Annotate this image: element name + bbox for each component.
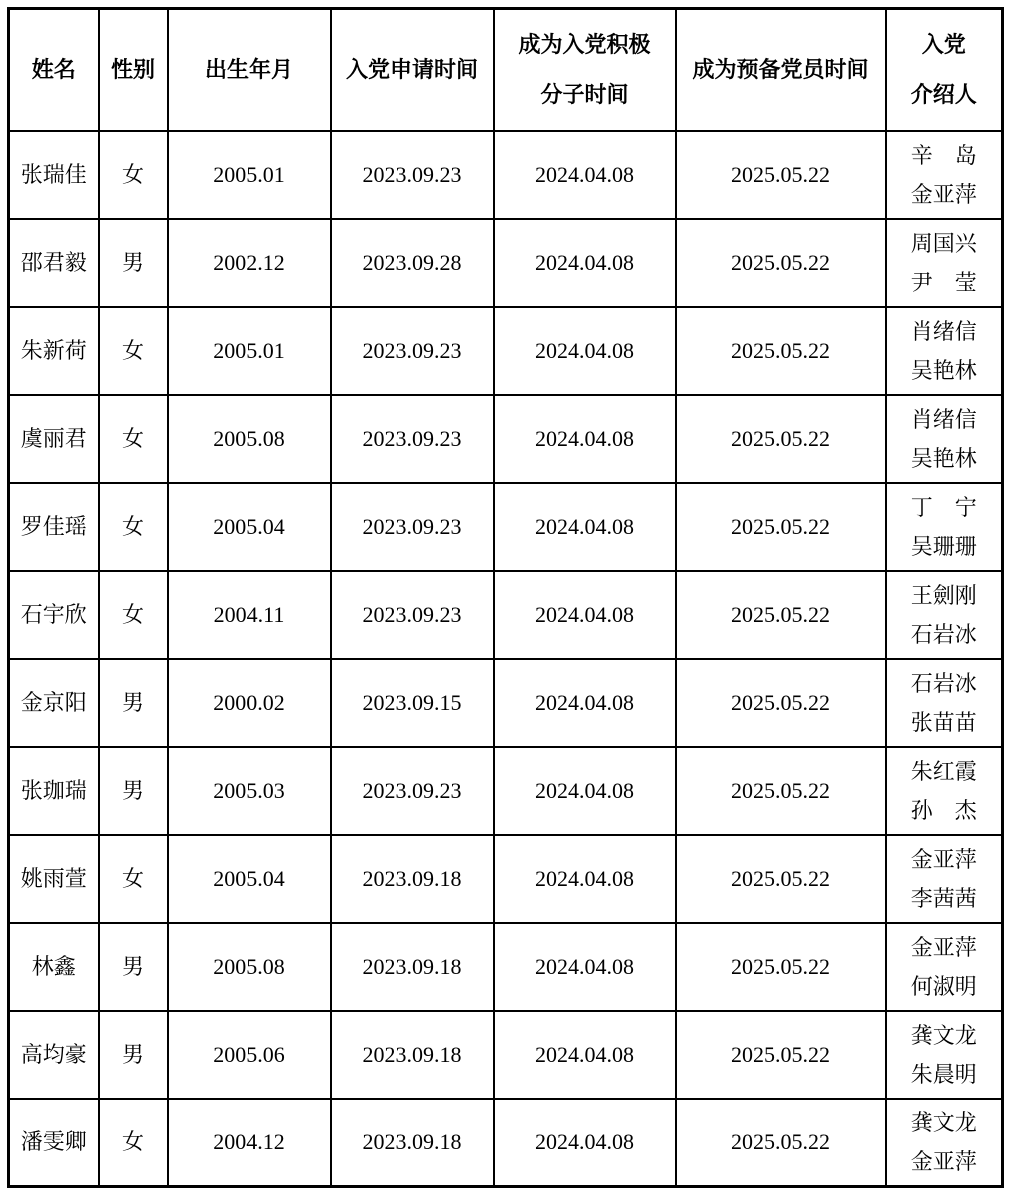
cell-name — [9, 571, 99, 659]
cell-activist — [494, 571, 676, 659]
column-header-gender — [99, 9, 168, 131]
cell-name — [9, 1011, 99, 1099]
cell-apply — [331, 923, 494, 1011]
table-header — [9, 9, 1003, 131]
cell-gender — [99, 483, 168, 571]
cell-probationary-value: 2025.05.22 — [731, 1041, 830, 1067]
column-header-name — [9, 9, 99, 131]
cell-birth — [168, 1099, 331, 1187]
header-row — [9, 9, 1003, 131]
cell-gender-value: 女 — [121, 865, 144, 891]
cell-birth-value: 2005.01 — [213, 337, 285, 363]
table-row — [9, 923, 1003, 1011]
introducer-name: 丁 宁 — [910, 494, 977, 520]
cell-gender-value: 男 — [121, 249, 144, 275]
column-header-introducer-line: 入党 — [921, 31, 966, 57]
cell-gender — [99, 219, 168, 307]
cell-gender-value: 女 — [121, 161, 144, 187]
cell-apply — [331, 1099, 494, 1187]
cell-name-value: 张瑞佳 — [20, 161, 87, 187]
cell-probationary — [676, 307, 886, 395]
cell-gender-value: 男 — [121, 689, 144, 715]
cell-apply-value: 2023.09.23 — [362, 425, 462, 451]
cell-probationary — [676, 131, 886, 219]
cell-birth — [168, 659, 331, 747]
introducer-name: 金亚萍 — [910, 934, 977, 960]
cell-birth — [168, 307, 331, 395]
cell-activist — [494, 1099, 676, 1187]
cell-gender-value: 男 — [121, 1041, 144, 1067]
cell-apply-value: 2023.09.18 — [362, 865, 462, 891]
cell-birth-value: 2005.08 — [213, 953, 285, 979]
cell-activist-value: 2024.04.08 — [535, 1129, 634, 1155]
cell-activist — [494, 1011, 676, 1099]
cell-probationary — [676, 571, 886, 659]
cell-name — [9, 483, 99, 571]
introducer-name: 朱红霞 — [910, 758, 977, 784]
introducer-name: 吴艳林 — [910, 445, 977, 471]
cell-apply-value: 2023.09.18 — [362, 1041, 462, 1067]
cell-name — [9, 923, 99, 1011]
introducer-name: 金亚萍 — [910, 846, 977, 872]
cell-activist — [494, 747, 676, 835]
cell-birth — [168, 219, 331, 307]
table-row — [9, 835, 1003, 923]
introducer-name: 尹 莹 — [910, 269, 977, 295]
cell-apply-value: 2023.09.15 — [362, 689, 462, 715]
introducer-name: 金亚萍 — [910, 181, 977, 207]
cell-apply — [331, 835, 494, 923]
cell-name-value: 金京阳 — [20, 689, 87, 715]
cell-birth-value: 2004.11 — [213, 601, 285, 627]
cell-name-value: 张珈瑞 — [20, 777, 87, 803]
cell-introducer — [886, 131, 1003, 219]
cell-name — [9, 219, 99, 307]
cell-birth — [168, 747, 331, 835]
cell-activist-value: 2024.04.08 — [535, 337, 634, 363]
introducer-name: 龚文龙 — [910, 1022, 977, 1048]
cell-birth — [168, 571, 331, 659]
cell-activist-value: 2024.04.08 — [535, 601, 634, 627]
cell-introducer — [886, 307, 1003, 395]
cell-gender — [99, 1011, 168, 1099]
cell-activist — [494, 395, 676, 483]
cell-activist-value: 2024.04.08 — [535, 513, 634, 539]
cell-birth-value: 2005.08 — [213, 425, 285, 451]
cell-probationary-value: 2025.05.22 — [731, 1129, 830, 1155]
cell-activist — [494, 219, 676, 307]
table-row — [9, 307, 1003, 395]
cell-name-value: 林鑫 — [31, 953, 76, 979]
cell-birth — [168, 395, 331, 483]
cell-gender — [99, 131, 168, 219]
column-header-activist — [494, 9, 676, 131]
cell-probationary-value: 2025.05.22 — [731, 249, 830, 275]
cell-introducer — [886, 395, 1003, 483]
column-header-birth-line: 出生年月 — [204, 56, 293, 82]
introducer-name: 肖绪信 — [910, 318, 977, 344]
introducer-name: 肖绪信 — [910, 406, 977, 432]
cell-probationary — [676, 483, 886, 571]
cell-activist — [494, 835, 676, 923]
table-row — [9, 659, 1003, 747]
cell-apply — [331, 395, 494, 483]
cell-activist — [494, 923, 676, 1011]
cell-birth — [168, 1011, 331, 1099]
cell-activist-value: 2024.04.08 — [535, 425, 634, 451]
cell-gender — [99, 747, 168, 835]
column-header-name-line: 姓名 — [31, 56, 76, 82]
cell-probationary-value: 2025.05.22 — [731, 777, 830, 803]
cell-birth — [168, 131, 331, 219]
cell-probationary — [676, 395, 886, 483]
column-header-activist-line: 成为入党积极 — [518, 31, 651, 57]
introducer-name: 孙 杰 — [910, 797, 977, 823]
cell-gender-value: 女 — [121, 425, 144, 451]
cell-activist-value: 2024.04.08 — [535, 777, 634, 803]
cell-probationary-value: 2025.05.22 — [731, 689, 830, 715]
cell-name — [9, 131, 99, 219]
cell-birth-value: 2005.01 — [213, 161, 285, 187]
column-header-apply-line: 入党申请时间 — [345, 56, 478, 82]
column-header-introducer-line: 介绍人 — [910, 81, 977, 107]
column-header-introducer — [886, 9, 1003, 131]
cell-birth-value: 2005.06 — [213, 1041, 285, 1067]
table-row — [9, 395, 1003, 483]
column-header-probationary — [676, 9, 886, 131]
cell-activist — [494, 307, 676, 395]
cell-apply-value: 2023.09.23 — [362, 513, 462, 539]
cell-gender-value: 女 — [121, 513, 144, 539]
cell-apply — [331, 571, 494, 659]
cell-gender — [99, 571, 168, 659]
introducer-name: 朱晨明 — [910, 1061, 977, 1087]
cell-introducer — [886, 747, 1003, 835]
cell-birth-value: 2005.04 — [213, 865, 285, 891]
cell-gender — [99, 923, 168, 1011]
cell-introducer — [886, 659, 1003, 747]
column-header-apply — [331, 9, 494, 131]
cell-name-value: 姚雨萱 — [20, 865, 87, 891]
column-header-probationary-line: 成为预备党员时间 — [692, 56, 869, 82]
cell-activist-value: 2024.04.08 — [535, 865, 634, 891]
cell-probationary — [676, 747, 886, 835]
introducer-name: 辛 岛 — [910, 142, 977, 168]
cell-gender-value: 男 — [121, 777, 144, 803]
cell-apply-value: 2023.09.28 — [362, 249, 462, 275]
cell-name-value: 邵君毅 — [20, 249, 87, 275]
cell-apply — [331, 307, 494, 395]
cell-activist-value: 2024.04.08 — [535, 161, 634, 187]
cell-apply — [331, 219, 494, 307]
cell-introducer — [886, 923, 1003, 1011]
cell-name — [9, 659, 99, 747]
cell-apply — [331, 747, 494, 835]
cell-name — [9, 835, 99, 923]
cell-name — [9, 395, 99, 483]
cell-birth — [168, 923, 331, 1011]
cell-birth-value: 2002.12 — [213, 249, 285, 275]
cell-apply-value: 2023.09.23 — [362, 777, 462, 803]
cell-probationary-value: 2025.05.22 — [731, 601, 830, 627]
cell-probationary-value: 2025.05.22 — [731, 337, 830, 363]
cell-name — [9, 1099, 99, 1187]
cell-gender — [99, 659, 168, 747]
cell-gender — [99, 307, 168, 395]
cell-activist-value: 2024.04.08 — [535, 249, 634, 275]
cell-probationary — [676, 659, 886, 747]
table-row — [9, 1011, 1003, 1099]
cell-apply-value: 2023.09.23 — [362, 601, 462, 627]
cell-apply — [331, 1011, 494, 1099]
cell-probationary — [676, 923, 886, 1011]
cell-probationary — [676, 219, 886, 307]
table-row — [9, 1099, 1003, 1187]
cell-gender — [99, 835, 168, 923]
cell-activist — [494, 131, 676, 219]
cell-birth-value: 2000.02 — [213, 689, 285, 715]
table-row — [9, 571, 1003, 659]
cell-gender — [99, 1099, 168, 1187]
introducer-name: 金亚萍 — [910, 1149, 977, 1175]
introducer-name: 张苗苗 — [910, 709, 977, 735]
party-membership-roster-table — [7, 7, 1004, 1188]
cell-probationary — [676, 1011, 886, 1099]
cell-name — [9, 747, 99, 835]
cell-apply-value: 2023.09.23 — [362, 337, 462, 363]
cell-introducer — [886, 1099, 1003, 1187]
cell-introducer — [886, 219, 1003, 307]
cell-name-value: 朱新荷 — [20, 337, 87, 363]
cell-introducer — [886, 483, 1003, 571]
introducer-name: 吴珊珊 — [910, 533, 977, 559]
cell-activist — [494, 483, 676, 571]
cell-gender-value: 女 — [121, 601, 144, 627]
table-row — [9, 219, 1003, 307]
cell-probationary-value: 2025.05.22 — [731, 425, 830, 451]
cell-gender-value: 女 — [121, 337, 144, 363]
cell-apply-value: 2023.09.23 — [362, 161, 462, 187]
cell-activist-value: 2024.04.08 — [535, 689, 634, 715]
cell-name-value: 潘雯卿 — [20, 1129, 87, 1155]
cell-apply-value: 2023.09.18 — [362, 953, 462, 979]
introducer-name: 周国兴 — [910, 230, 977, 256]
cell-birth-value: 2005.04 — [213, 513, 285, 539]
introducer-name: 何淑明 — [910, 973, 977, 999]
cell-apply — [331, 131, 494, 219]
cell-gender-value: 男 — [121, 953, 144, 979]
introducer-name: 石岩冰 — [910, 621, 977, 647]
cell-introducer — [886, 571, 1003, 659]
cell-gender-value: 女 — [121, 1129, 144, 1155]
cell-apply — [331, 483, 494, 571]
column-header-birth — [168, 9, 331, 131]
cell-name-value: 高均豪 — [20, 1041, 87, 1067]
cell-birth — [168, 483, 331, 571]
cell-name-value: 虞丽君 — [20, 425, 87, 451]
cell-introducer — [886, 835, 1003, 923]
cell-probationary-value: 2025.05.22 — [731, 161, 830, 187]
cell-probationary — [676, 835, 886, 923]
cell-birth — [168, 835, 331, 923]
introducer-name: 吴艳林 — [910, 357, 977, 383]
introducer-name: 龚文龙 — [910, 1110, 977, 1136]
introducer-name: 王劍刚 — [910, 582, 977, 608]
cell-apply-value: 2023.09.18 — [362, 1129, 462, 1155]
introducer-name: 石岩冰 — [910, 670, 977, 696]
cell-probationary-value: 2025.05.22 — [731, 513, 830, 539]
introducer-name: 李茜茜 — [910, 885, 977, 911]
cell-name-value: 石宇欣 — [20, 601, 87, 627]
column-header-gender-line: 性别 — [110, 56, 155, 82]
cell-introducer — [886, 1011, 1003, 1099]
cell-activist-value: 2024.04.08 — [535, 1041, 634, 1067]
cell-probationary-value: 2025.05.22 — [731, 953, 830, 979]
cell-birth-value: 2005.03 — [213, 777, 285, 803]
cell-probationary-value: 2025.05.22 — [731, 865, 830, 891]
cell-gender — [99, 395, 168, 483]
cell-apply — [331, 659, 494, 747]
column-header-activist-line: 分子时间 — [540, 81, 629, 107]
cell-activist — [494, 659, 676, 747]
cell-probationary — [676, 1099, 886, 1187]
table-row — [9, 747, 1003, 835]
cell-birth-value: 2004.12 — [213, 1129, 285, 1155]
cell-name — [9, 307, 99, 395]
table-row — [9, 483, 1003, 571]
cell-activist-value: 2024.04.08 — [535, 953, 634, 979]
table-body — [9, 131, 1003, 1187]
cell-name-value: 罗佳瑶 — [20, 513, 87, 539]
table-row — [9, 131, 1003, 219]
